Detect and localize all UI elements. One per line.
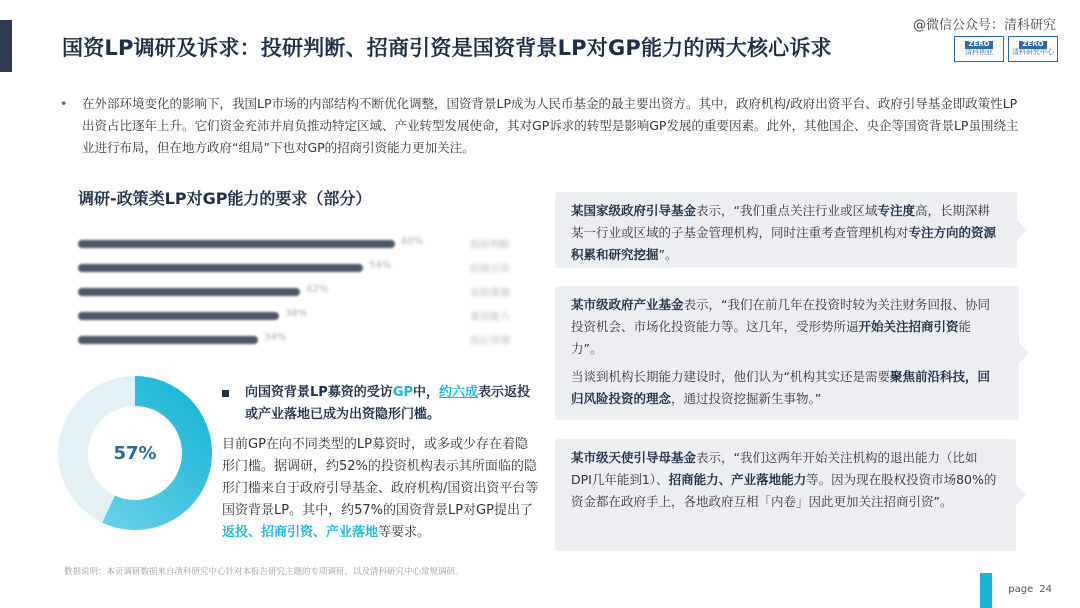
bar-value-label: 38% bbox=[285, 308, 308, 319]
quote-city-angel-fund: 某市级天使引导母基金表示，“我们这两年开始关注机构的退出能力（比如DPI几年能到1）、招商能力、产业落地能力等。因为现在股权投资市场80%的资金都在政府手上，各地政府互相「内卷」因此更加关注招商引资”。 bbox=[555, 439, 1016, 551]
page-title: 国资LP调研及诉求：投研判断、招商引资是国资背景LP对GP能力的两大核心诉求 bbox=[62, 36, 832, 60]
bar-category-label: 招商引资 bbox=[470, 264, 510, 275]
blurred-bar-chart bbox=[78, 232, 518, 352]
watermark: @微信公众号：清科研究 bbox=[912, 18, 1056, 33]
survey-section-title: 调研-政策类LP对GP能力的要求（部分） bbox=[78, 189, 372, 208]
logo-zero2ipo-ventures: ZERO 清科创业 bbox=[954, 36, 1004, 62]
bar-value-label: 60% bbox=[401, 236, 424, 247]
title-accent-bar bbox=[0, 20, 12, 72]
bar bbox=[78, 240, 395, 248]
square-bullet bbox=[222, 390, 229, 397]
highlight-statement: 向国资背景LP募资的受访GP中，约六成表示返投或产业落地已成为出资隐形门槛。 bbox=[222, 382, 542, 426]
intro-text: 在外部环境变化的影响下，我国LP市场的内部结构不断优化调整，国资背景LP成为人民币基金的最主要出资方。其中，政府机构/政府出资平台、政府引导基金即政策性LP出资占比逐年上升。它们资金充沛并肩负推动特定区域、产业转型发展使命，其对GP诉求的转型是影响GP发展的重要因素。此外，其他国企、央企等国资背景LP虽围绕主业进行布局，但在地方政府“组局”下也对GP的招商引资能力更加关注。 bbox=[82, 96, 1019, 155]
bar-category-label: 募资能力 bbox=[470, 312, 510, 323]
quote-city-industry-fund: 某市级政府产业基金表示，“我们在前几年在投资时较为关注财务回报、协同投资机会、市场化投资能力等。这几年，受形势所逼开始关注招商引资能力”。 当谈到机构长期能力建设时，他们认为“机构其实还是需要聚焦前沿科技，回归风险投资的理念，通过投资挖掘新生事物。” bbox=[555, 286, 1019, 420]
logo-zero2ipo-research: ZERO 清科研究中心 bbox=[1008, 36, 1058, 62]
bullet-dot: • bbox=[60, 96, 68, 111]
logos bbox=[954, 36, 1058, 62]
bar-row bbox=[78, 280, 518, 304]
donut-value: 57% bbox=[113, 442, 157, 464]
bar-value-label: 42% bbox=[306, 284, 329, 295]
intro-paragraph bbox=[62, 93, 1022, 159]
page-accent-bar bbox=[980, 573, 992, 608]
bar-row bbox=[78, 328, 518, 352]
bar-category-label: 返投落地 bbox=[470, 288, 510, 299]
data-note: 数据说明：本页调研数据来自清科研究中心针对本报告研究主题的专项调研，以及清科研究中心常规调研。 bbox=[64, 567, 464, 577]
bar-value-label: 54% bbox=[369, 260, 392, 271]
bar bbox=[78, 264, 363, 272]
bar-row bbox=[78, 304, 518, 328]
bar-row bbox=[78, 256, 518, 280]
bar-category-label: 投研判断 bbox=[470, 240, 510, 251]
bar-row bbox=[78, 232, 518, 256]
bar bbox=[78, 312, 279, 320]
page-number: page 24 bbox=[1008, 584, 1052, 595]
bar bbox=[78, 288, 300, 296]
quote-national-guide-fund: 某国家级政府引导基金表示，“我们重点关注行业或区域专注度高，长期深耕某一行业或区域的子基金管理机构，同时注重考查管理机构对专注方向的资源积累和研究挖掘”。 bbox=[555, 192, 1017, 268]
bar bbox=[78, 336, 258, 344]
bar-category-label: 投后管理 bbox=[470, 336, 510, 347]
bar-value-label: 34% bbox=[264, 332, 287, 343]
survey-body-paragraph: 目前GP在向不同类型的LP募资时，或多或少存在着隐形门槛。据调研，约52%的投资机构表示其所面临的隐形门槛来自于政府引导基金、政府机构/国资出资平台等国资背景LP。其中，约57%的国资背景LP对GP提出了返投、招商引资、产业落地等要求。 bbox=[222, 437, 539, 540]
